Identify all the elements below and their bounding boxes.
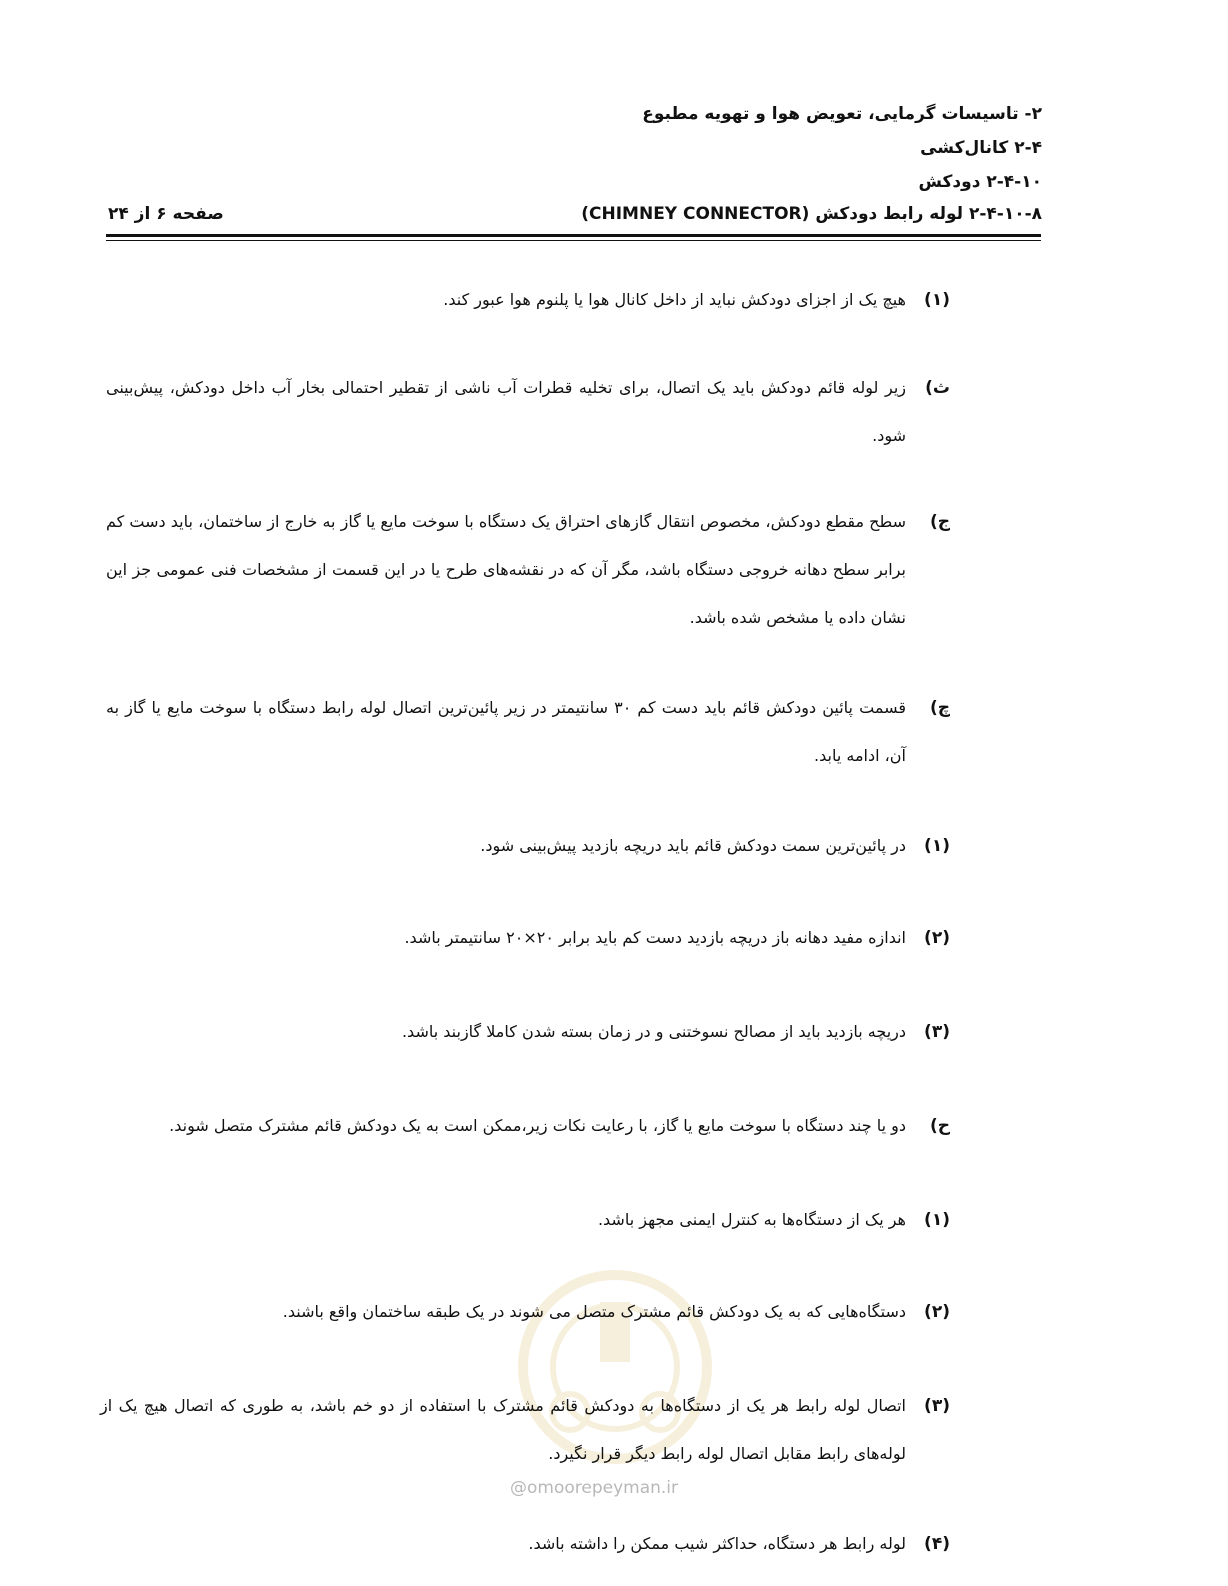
header-divider-thin xyxy=(106,240,1041,241)
item-text: هر یک از دستگاه‌ها به کنترل ایمنی مجهز باشد. xyxy=(597,1210,906,1229)
section-heading-level2: ۲-۴ کانال‌کشی xyxy=(920,138,1042,158)
item-marker: چ) xyxy=(929,698,950,718)
item-marker: (۱) xyxy=(924,836,950,856)
section-heading-level1: ۲- تاسیسات گرمایی، تعویض هوا و تهویه مطبوع xyxy=(642,104,1042,124)
item-marker: (۴) xyxy=(924,1534,950,1554)
item-text: دو یا چند دستگاه با سوخت مایع یا گاز، با رعایت نکات زیر،ممکن است به یک دودکش قائم مشترک متصل شوند. xyxy=(169,1116,906,1135)
item-text: قسمت پائین دودکش قائم باید دست کم ۳۰ سانتیمتر در زیر پائین‌ترین اتصال لوله رابط دستگاه با سوخت مایع یا گاز به آن، ادامه یابد. xyxy=(106,698,907,765)
item-marker: (۲) xyxy=(924,928,950,948)
item-marker: (۳) xyxy=(924,1022,950,1042)
header-divider-thick xyxy=(106,234,1041,237)
item-marker: (۱) xyxy=(924,1210,950,1230)
item-marker: ج) xyxy=(929,512,950,532)
page-number: صفحه ۶ از ۲۴ xyxy=(108,204,224,224)
item-text: لوله رابط هر دستگاه، حداکثر شیب ممکن را داشته باشد. xyxy=(528,1534,906,1553)
item-marker: (۳) xyxy=(924,1396,950,1416)
item-text: اندازه مفید دهانه باز دریچه بازدید دست کم باید برابر ۲۰×۲۰ سانتیمتر باشد. xyxy=(404,928,906,947)
item-text: در پائین‌ترین سمت دودکش قائم باید دریچه بازدید پیش‌بینی شود. xyxy=(480,836,906,855)
item-text: هیچ یک از اجزای دودکش نباید از داخل کانال هوا یا پلنوم هوا عبور کند. xyxy=(443,290,906,309)
item-marker: ح) xyxy=(929,1116,950,1136)
item-text: زیر لوله قائم دودکش باید یک اتصال، برای تخلیه قطرات آب ناشی از تقطیر احتمالی بخار آب داخل دودکش، پیش‌بینی شود. xyxy=(106,378,906,445)
item-text: سطح مقطع دودکش، مخصوص انتقال گازهای احتراق یک دستگاه با سوخت مایع یا گاز به خارج از ساختمان، باید دست کم برابر سطح دهانه خروجی دستگاه باشد، مگر آن که در نقشه‌های طرح یا در این قسمت از مشخصات فنی عمومی جز این نشان داده یا مشخص شده باشد. xyxy=(106,512,906,627)
item-marker: (۱) xyxy=(924,290,950,310)
section-heading-level3: ۲-۴-۱۰ دودکش xyxy=(918,172,1042,192)
section-heading-level4: ۲-۴-۱۰-۸ لوله رابط دودکش (CHIMNEY CONNECTOR) xyxy=(581,204,1042,224)
item-text: اتصال لوله رابط هر یک از دستگاه‌ها به دودکش قائم مشترک با استفاده از دو خم باشد، به طوری که اتصال هیچ یک از لوله‌های رابط مقابل اتصال لوله رابط دیگر قرار نگیرد. xyxy=(100,1396,906,1463)
watermark-text: @omoorepeyman.ir xyxy=(510,1478,679,1498)
item-text: دریچه بازدید باید از مصالح نسوختنی و در زمان بسته شدن کاملا گازبند باشد. xyxy=(401,1022,906,1041)
item-marker: ث) xyxy=(925,378,950,398)
item-marker: (۲) xyxy=(924,1302,950,1322)
item-text: دستگاه‌هایی که به یک دودکش قائم مشترک متصل می شوند در یک طبقه ساختمان واقع باشند. xyxy=(282,1302,906,1321)
